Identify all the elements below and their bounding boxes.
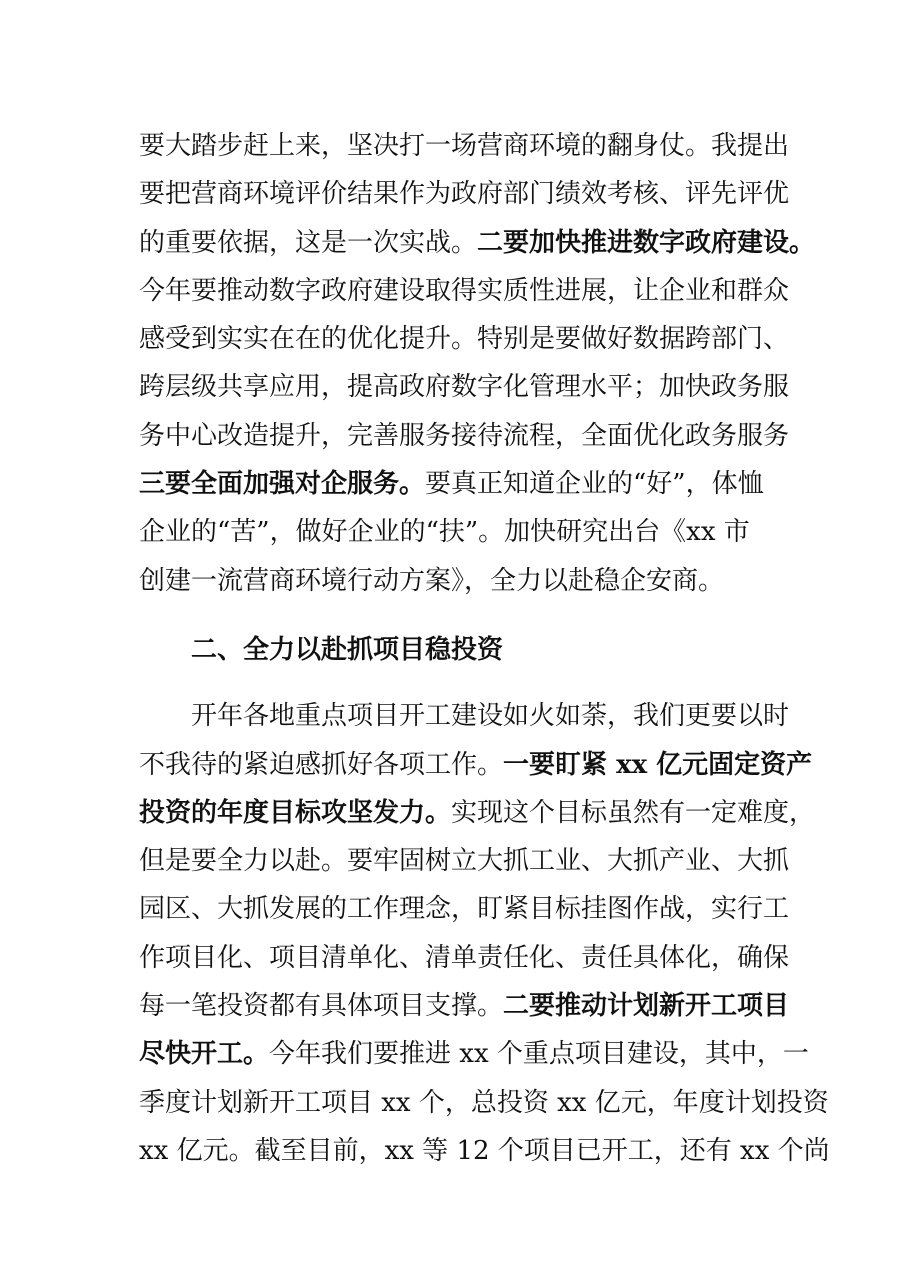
paragraph-projects-investment — [139, 692, 830, 1175]
text-line — [139, 122, 790, 170]
text-line — [139, 219, 816, 267]
text-run: 园区、大抓发展的工作理念，盯紧目标挂图作战，实行工 — [139, 894, 790, 925]
text-run: 开年各地重点项目开工建设如火如荼，我们更要以时 — [191, 701, 790, 732]
text-run: 感受到实实在在的优化提升。特别是要做好数据跨部门、 — [139, 324, 790, 355]
text-line — [139, 315, 790, 363]
text-run: 的重要依据，这是一次实战。 — [139, 227, 478, 258]
bold-text: 三要全面加强对企服务。 — [139, 469, 426, 500]
text-run: 今年我们要推进 xx 个重点项目建设，其中，一 — [269, 1039, 809, 1070]
text-line — [139, 837, 790, 885]
text-line — [139, 460, 779, 508]
text-line — [139, 934, 790, 982]
bold-text: 二要推动计划新开工项目 — [503, 991, 790, 1022]
text-line — [139, 267, 790, 315]
text-run: 务中心改造提升，完善服务接待流程，全面优化政务服务 — [139, 420, 790, 451]
text-line — [139, 1030, 809, 1078]
text-line — [139, 557, 779, 605]
text-run: 季度计划新开工项目 xx 个，总投资 xx 亿元，年度计划投资 — [139, 1087, 829, 1118]
text-run: 跨层级共享应用，提高政府数字化管理水平；加快政务服 — [139, 372, 790, 403]
paragraph-business-environment — [139, 122, 816, 605]
bold-text: 尽快开工。 — [139, 1039, 270, 1070]
text-line — [139, 508, 779, 556]
document-body — [139, 122, 830, 1175]
bold-text: 二要加快推进数字政府建设。 — [477, 227, 816, 258]
text-run: xx 亿元。截至目前，xx 等 12 个项目已开工，还有 xx 个尚 — [139, 1135, 830, 1166]
text-run: 创建一流营商环境行动方案》，全力以赴稳企安商。 — [139, 565, 725, 596]
text-line — [139, 1079, 829, 1127]
text-line — [139, 412, 790, 460]
text-line — [139, 885, 790, 933]
text-line — [139, 692, 790, 740]
text-run: 要把营商环境评价结果作为政府部门绩效考核、评先评优 — [139, 179, 790, 210]
text-run: 不我待的紧迫感抓好各项工作。 — [139, 749, 504, 780]
bold-text: 一要盯紧 xx 亿元固定资产 — [503, 749, 813, 780]
bold-text: 投资的年度目标攻坚发力。 — [139, 797, 452, 828]
text-line — [139, 170, 790, 218]
text-run: 每一笔投资都有具体项目支撑。 — [139, 991, 504, 1022]
text-run: 实现这个目标虽然有一定难度， — [451, 797, 816, 828]
text-line — [139, 741, 813, 789]
text-run: 今年要推动数字政府建设取得实质性进展，让企业和群众 — [139, 275, 790, 306]
text-line — [139, 363, 790, 411]
text-line — [139, 1127, 830, 1175]
text-run: 作项目化、项目清单化、清单责任化、责任具体化，确保 — [139, 942, 790, 973]
text-run: 要真正知道企业的“好”，体恤 — [425, 469, 764, 500]
section-heading: 二、全力以赴抓项目稳投资 — [191, 634, 504, 665]
text-run: 但是要全力以赴。要牢固树立大抓工业、大抓产业、大抓 — [139, 846, 790, 877]
text-run: 企业的“苦”，做好企业的“扶”。加快研究出台《xx 市 — [139, 517, 750, 548]
text-run: 要大踏步赶上来，坚决打一场营商环境的翻身仗。我提出 — [139, 131, 790, 161]
text-line — [139, 982, 790, 1030]
text-line — [139, 789, 816, 837]
